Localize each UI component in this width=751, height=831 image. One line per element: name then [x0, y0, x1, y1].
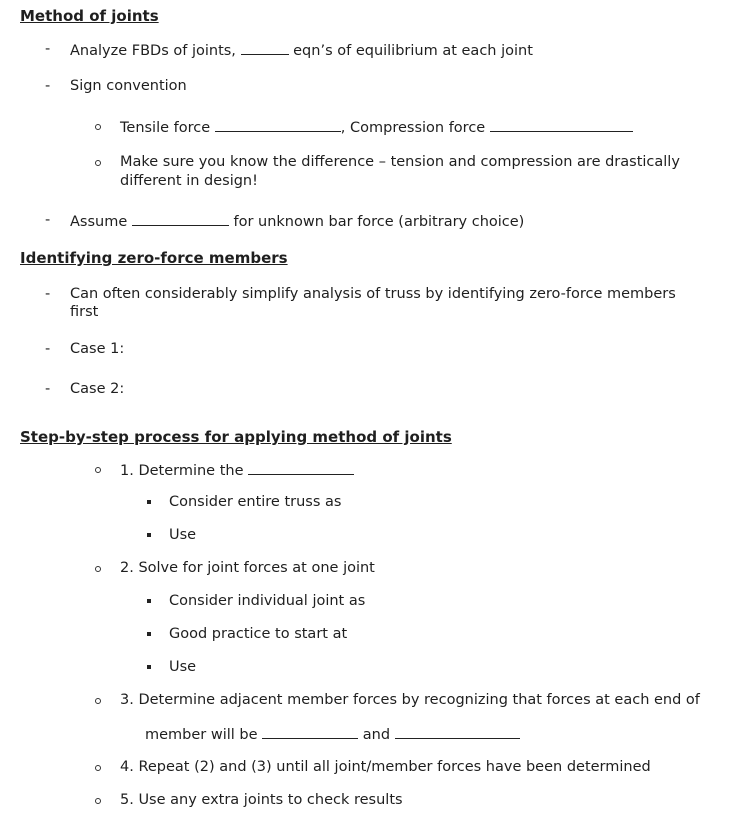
- method-of-joints-heading: Method of joints: [20, 7, 159, 25]
- circle-bullet: [95, 798, 101, 804]
- difference-item-line1: Make sure you know the difference – tension and compression are drastically: [120, 154, 680, 170]
- step-1b: Use: [169, 527, 197, 543]
- analyze-text: Analyze FBDs of joints,: [70, 43, 236, 59]
- circle-bullet: [95, 160, 101, 166]
- step-1: [120, 461, 354, 479]
- dash-bullet: -: [45, 212, 51, 228]
- step-1a: Consider entire truss as: [169, 494, 342, 510]
- fill-blank: [248, 461, 354, 475]
- circle-bullet: [95, 698, 101, 704]
- dash-bullet: -: [45, 78, 51, 94]
- assume-item: [70, 212, 524, 230]
- fill-blank: [241, 41, 289, 55]
- circle-bullet: [95, 467, 101, 473]
- fill-blank: [395, 725, 520, 739]
- step-2: 2. Solve for joint forces at one joint: [120, 560, 375, 576]
- step-3-and: and: [362, 727, 391, 743]
- step-4: 4. Repeat (2) and (3) until all joint/member forces have been determined: [120, 759, 651, 775]
- step-2a: Consider individual joint as: [169, 593, 366, 609]
- circle-bullet: [95, 566, 101, 572]
- step-2b: Good practice to start at: [169, 626, 348, 642]
- fill-blank: [262, 725, 358, 739]
- square-bullet: [147, 500, 151, 504]
- zero-force-heading: Identifying zero-force members: [20, 249, 288, 267]
- analyze-fbds-item: [70, 41, 533, 59]
- tensile-compression-item: [120, 118, 633, 136]
- case-2: Case 2:: [70, 381, 125, 397]
- fill-blank: [132, 212, 229, 226]
- circle-bullet: [95, 765, 101, 771]
- assume-text: Assume: [70, 214, 128, 230]
- step-3-line1: 3. Determine adjacent member forces by recognizing that forces at each end of: [120, 692, 700, 708]
- dash-bullet: -: [45, 381, 51, 397]
- step-1-text: 1. Determine the: [120, 463, 244, 479]
- fill-blank: [490, 118, 633, 132]
- simplify-item-line2: first: [70, 304, 99, 320]
- square-bullet: [147, 533, 151, 537]
- dash-bullet: -: [45, 286, 51, 302]
- difference-item-line2: different in design!: [120, 173, 258, 189]
- case-1: Case 1:: [70, 341, 125, 357]
- simplify-item-line1: Can often considerably simplify analysis of truss by identifying zero-force members: [70, 286, 676, 302]
- step-3-line2: [145, 725, 520, 743]
- sign-convention-item: Sign convention: [70, 78, 187, 94]
- square-bullet: [147, 632, 151, 636]
- tensile-label: Tensile force: [120, 120, 211, 136]
- square-bullet: [147, 599, 151, 603]
- step-5: 5. Use any extra joints to check results: [120, 792, 403, 808]
- analyze-text-end: eqn’s of equilibrium at each joint: [293, 43, 533, 59]
- fill-blank: [215, 118, 341, 132]
- step-by-step-heading: Step-by-step process for applying method of joints: [20, 428, 452, 446]
- compression-label: , Compression force: [340, 120, 486, 136]
- square-bullet: [147, 665, 151, 669]
- dash-bullet: -: [45, 341, 51, 357]
- assume-text-end: for unknown bar force (arbitrary choice): [233, 214, 525, 230]
- dash-bullet: -: [45, 41, 51, 57]
- circle-bullet: [95, 124, 101, 130]
- step-2c: Use: [169, 659, 197, 675]
- step-3-text: member will be: [145, 727, 258, 743]
